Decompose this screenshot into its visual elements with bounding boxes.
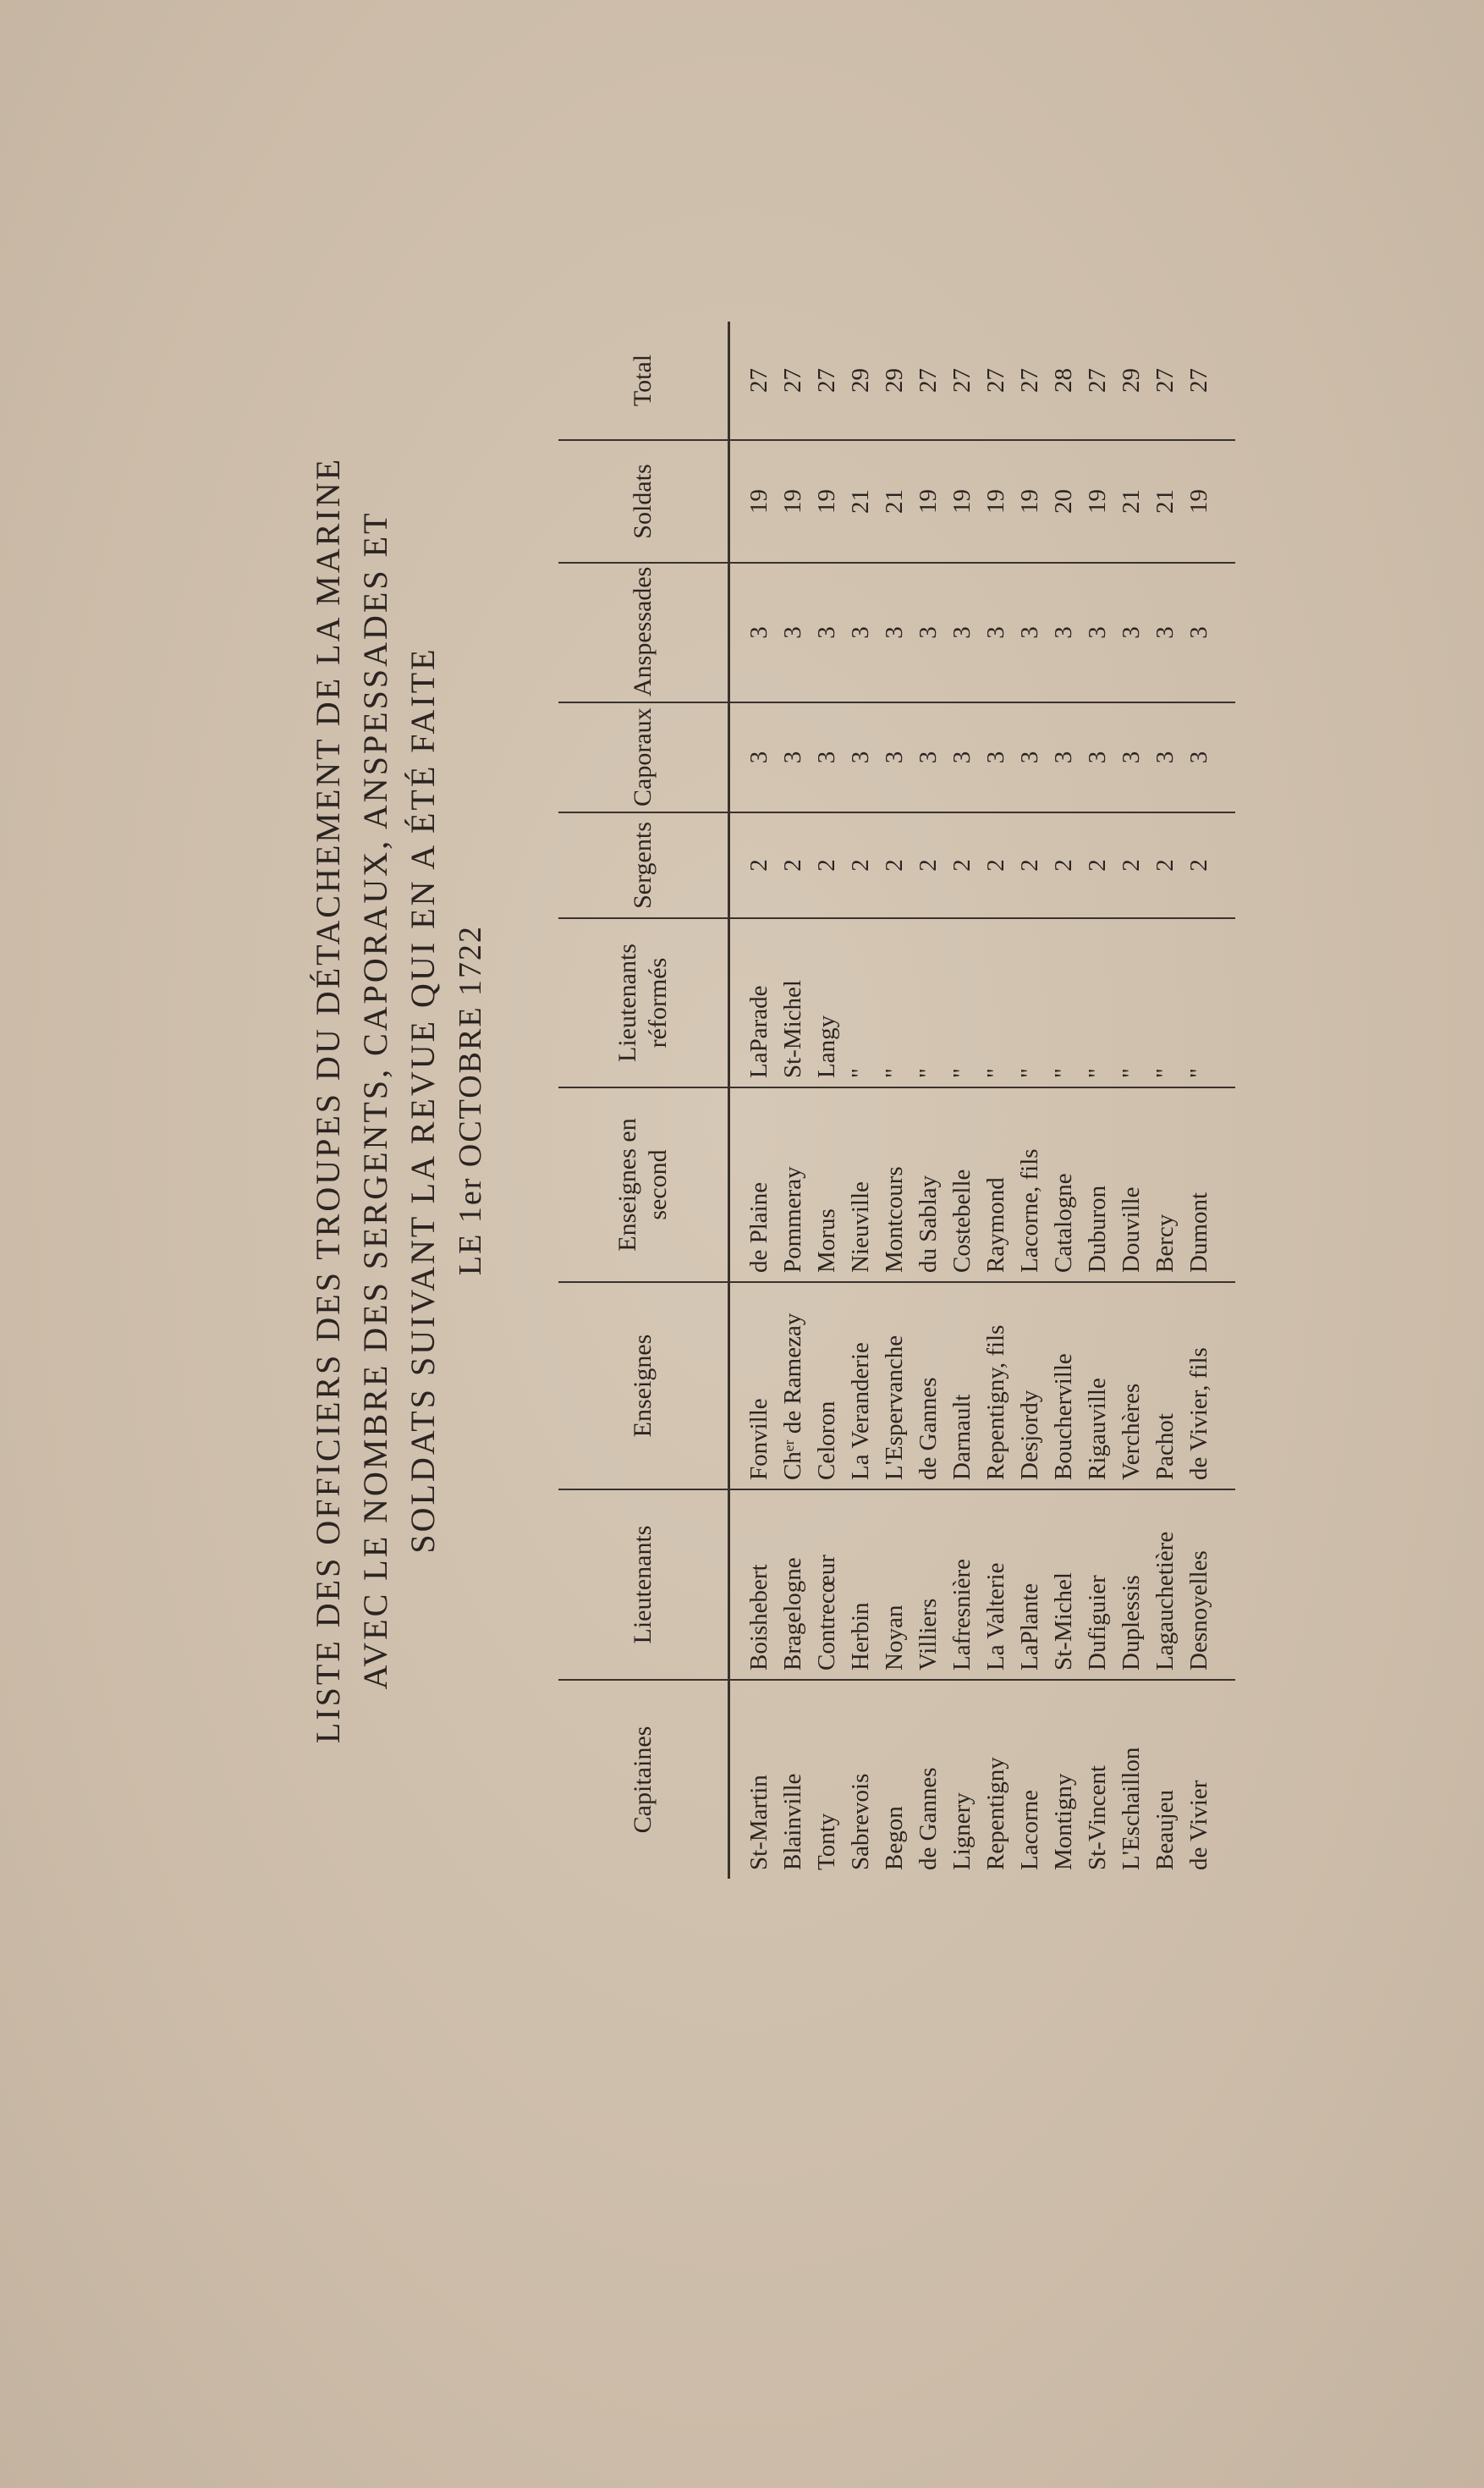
table-cell: LaParade (745, 985, 772, 1078)
table-cell: de Vivier (1185, 1780, 1212, 1870)
table-cell: de Gannes (915, 1377, 942, 1480)
table-cell: 27 (813, 368, 840, 393)
table-cell: de Plaine (745, 1181, 772, 1273)
table-cell: Rigauville (1084, 1378, 1111, 1480)
table-cell: La Veranderie (847, 1342, 874, 1480)
table-cell: 27 (948, 368, 976, 393)
header-enseignes-second: Enseignes en second (558, 1087, 729, 1282)
table-cell: Montigny (1050, 1773, 1077, 1870)
table-cell: 29 (847, 368, 874, 393)
table-cell: 3 (881, 626, 908, 639)
table-cell: 2 (1016, 859, 1043, 872)
table-cell: 2 (847, 859, 874, 872)
table-cell: Lignery (948, 1792, 976, 1870)
table-cell: Morus (813, 1208, 840, 1273)
table-cell: Repentigny, fils (982, 1324, 1009, 1480)
header-total: Total (558, 322, 729, 440)
table-cell: Darnault (948, 1394, 976, 1480)
table-cell: 20 (1050, 489, 1077, 514)
table-cell: Repentigny (982, 1757, 1009, 1870)
table-cell: 3 (779, 626, 806, 639)
table-cell: 3 (745, 626, 772, 639)
table-cell: Celoron (813, 1401, 840, 1480)
table-cell: Desjordy (1016, 1390, 1043, 1480)
table-cell: 2 (779, 859, 806, 872)
table-cell: Dufiguier (1084, 1575, 1111, 1671)
table-cell: du Sablay (915, 1175, 942, 1273)
table-cell: 3 (915, 751, 942, 764)
title-line-2: AVEC LE NOMBRE DES SERGENTS, CAPORAUX, ANSPESSADES ET (356, 510, 394, 1690)
table-cell: 2 (813, 859, 840, 872)
table-cell: 3 (1050, 751, 1077, 764)
table-cell: Contrecœur (813, 1555, 840, 1671)
table-cell: 3 (948, 751, 976, 764)
table-cell: St-Michel (779, 980, 806, 1078)
table-cell: 21 (881, 489, 908, 514)
table-cell: Chᵉʳ de Ramezay (779, 1313, 806, 1480)
table-cell: 3 (1185, 751, 1212, 764)
table-cell: 3 (881, 751, 908, 764)
table-cell: 3 (1151, 626, 1179, 639)
table-cell: 3 (813, 626, 840, 639)
table-cell: 2 (1185, 859, 1212, 872)
header-soldats: Soldats (558, 440, 729, 563)
table-cell: Costebelle (948, 1169, 976, 1273)
table-cell: " (1050, 1068, 1077, 1078)
table-cell: 21 (1151, 489, 1179, 514)
table-cell: Duburon (1084, 1185, 1111, 1273)
table-cell: LaPlante (1016, 1583, 1043, 1671)
table-cell: de Gannes (915, 1767, 942, 1870)
table-cell: Lacorne (1016, 1790, 1043, 1870)
table-cell: 3 (847, 626, 874, 639)
table-cell: 19 (745, 489, 772, 514)
table-cell: 27 (1084, 368, 1111, 393)
table-cell: 2 (1050, 859, 1077, 872)
column-lieutenants (729, 1489, 1236, 1680)
table-cell: Bragelogne (779, 1557, 806, 1671)
table-cell: 19 (813, 489, 840, 514)
table-cell: 27 (1151, 368, 1179, 393)
table-cell: 19 (915, 489, 942, 514)
table-cell: Montcours (881, 1166, 908, 1273)
table-cell: Lafresnière (948, 1558, 976, 1671)
table-cell: 21 (847, 489, 874, 514)
column-total (729, 322, 1236, 440)
table-cell: 3 (982, 751, 1009, 764)
table-cell: 19 (779, 489, 806, 514)
officers-table (558, 322, 1235, 1879)
table-cell: 2 (1151, 859, 1179, 872)
table-cell: Desnoyelles (1185, 1550, 1212, 1671)
column-enseignes-second (729, 1087, 1236, 1282)
table-cell: 19 (982, 489, 1009, 514)
table-cell: " (847, 1068, 874, 1078)
table-cell: de Vivier, fils (1185, 1347, 1212, 1480)
table-cell: Langy (813, 1015, 840, 1078)
table-cell: " (1151, 1068, 1179, 1078)
table-cell: 3 (982, 626, 1009, 639)
table-cell: 29 (881, 368, 908, 393)
table-cell: 2 (881, 859, 908, 872)
table-cell: Nieuville (847, 1181, 874, 1273)
table-cell: L'Eschaillon (1118, 1747, 1145, 1870)
table-cell: Lagauchetière (1151, 1531, 1179, 1671)
table-cell: " (915, 1068, 942, 1078)
table-cell: " (982, 1068, 1009, 1078)
table-cell: Noyan (881, 1605, 908, 1671)
table-cell: 27 (982, 368, 1009, 393)
table-cell: Pachot (1151, 1413, 1179, 1480)
table-cell: 3 (1151, 751, 1179, 764)
column-caporaux (729, 702, 1236, 812)
table-cell: Catalogne (1050, 1173, 1077, 1273)
table-cell: 2 (948, 859, 976, 872)
table-cell: Villiers (915, 1598, 942, 1671)
column-capitaines (729, 1680, 1236, 1879)
table-cell: 3 (1016, 751, 1043, 764)
table-cell: 3 (1118, 626, 1145, 639)
table-cell: 19 (1016, 489, 1043, 514)
table-header-row (558, 322, 729, 1879)
header-caporaux: Caporaux (558, 702, 729, 812)
table-cell: St-Martin (745, 1775, 772, 1870)
column-sergents (729, 812, 1236, 918)
table-cell: Tonty (813, 1813, 840, 1870)
table-cell: 19 (1084, 489, 1111, 514)
header-enseignes: Enseignes (558, 1282, 729, 1489)
table-cell: 3 (745, 751, 772, 764)
header-sergents: Sergents (558, 812, 729, 918)
table-cell: Herbin (847, 1602, 874, 1671)
header-lieutenants-reformes: Lieutenants réformés (558, 918, 729, 1087)
table-cell: 2 (1084, 859, 1111, 872)
table-cell: Sabrevois (847, 1773, 874, 1870)
title-line-1: LISTE DES OFFICIERS DES TROUPES DU DÉTACHEMENT DE LA MARINE (309, 456, 347, 1744)
table-cell: 3 (1185, 626, 1212, 639)
table-cell: Raymond (982, 1177, 1009, 1273)
table-cell: " (1185, 1068, 1212, 1078)
table-cell: 3 (847, 751, 874, 764)
table-cell: 27 (1185, 368, 1212, 393)
table-cell: La Valterie (982, 1562, 1009, 1671)
table-cell: 3 (1084, 626, 1111, 639)
document-title (305, 305, 550, 1896)
column-enseignes (729, 1282, 1236, 1489)
table-cell: " (948, 1068, 976, 1078)
table-cell: Duplessis (1118, 1575, 1145, 1671)
rotated-document-sheet (305, 305, 1269, 1896)
table-cell: 27 (915, 368, 942, 393)
table-cell: Boishebert (745, 1564, 772, 1671)
table-cell: 3 (779, 751, 806, 764)
table-cell: 2 (1118, 859, 1145, 872)
table-cell: 2 (982, 859, 1009, 872)
table-cell: 3 (915, 626, 942, 639)
table-cell: 3 (1050, 626, 1077, 639)
header-anspessades: Anspessades (558, 563, 729, 702)
table-cell: Verchères (1118, 1383, 1145, 1480)
table-cell: 27 (1016, 368, 1043, 393)
table-cell: Begon (881, 1806, 908, 1870)
column-anspessades (729, 563, 1236, 702)
table-cell: 2 (745, 859, 772, 872)
table-cell: Boucherville (1050, 1353, 1077, 1480)
header-capitaines: Capitaines (558, 1680, 729, 1879)
table-cell: Fonville (745, 1398, 772, 1480)
table-cell: Pommeray (779, 1166, 806, 1273)
table-cell: 28 (1050, 368, 1077, 393)
table-cell: 19 (1185, 489, 1212, 514)
column-lieutenants-reformes (729, 918, 1236, 1087)
table-cell: L'Espervanche (881, 1335, 908, 1480)
table-cell: Blainville (779, 1773, 806, 1870)
table-cell: 27 (745, 368, 772, 393)
table-cell: 3 (948, 626, 976, 639)
table-cell: 3 (1118, 751, 1145, 764)
table-cell: St-Vincent (1084, 1765, 1111, 1870)
table-cell: 19 (948, 489, 976, 514)
table-cell: 3 (813, 751, 840, 764)
title-date: LE 1er OCTOBRE 1722 (453, 924, 488, 1276)
table-cell: 27 (779, 368, 806, 393)
table-cell: 29 (1118, 368, 1145, 393)
table-cell: " (1084, 1068, 1111, 1078)
title-line-3: SOLDATS SUIVANT LA REVUE QUI EN A ÉTÉ FAITE (404, 647, 442, 1554)
table-cell: 3 (1016, 626, 1043, 639)
table-cell: " (1016, 1068, 1043, 1078)
column-soldats (729, 440, 1236, 563)
table-cell: St-Michel (1050, 1572, 1077, 1671)
table-body-row (729, 322, 1236, 1879)
table-cell: Beaujeu (1151, 1789, 1179, 1870)
table-cell: Bercy (1151, 1214, 1179, 1273)
table-cell: " (881, 1068, 908, 1078)
table-cell: Dumont (1185, 1192, 1212, 1273)
table-cell: 3 (1084, 751, 1111, 764)
table-cell: Lacorne, fils (1016, 1148, 1043, 1273)
header-lieutenants: Lieutenants (558, 1489, 729, 1680)
table-cell: " (1118, 1068, 1145, 1078)
table-cell: 21 (1118, 489, 1145, 514)
table-cell: 2 (915, 859, 942, 872)
table-cell: Douville (1118, 1186, 1145, 1273)
